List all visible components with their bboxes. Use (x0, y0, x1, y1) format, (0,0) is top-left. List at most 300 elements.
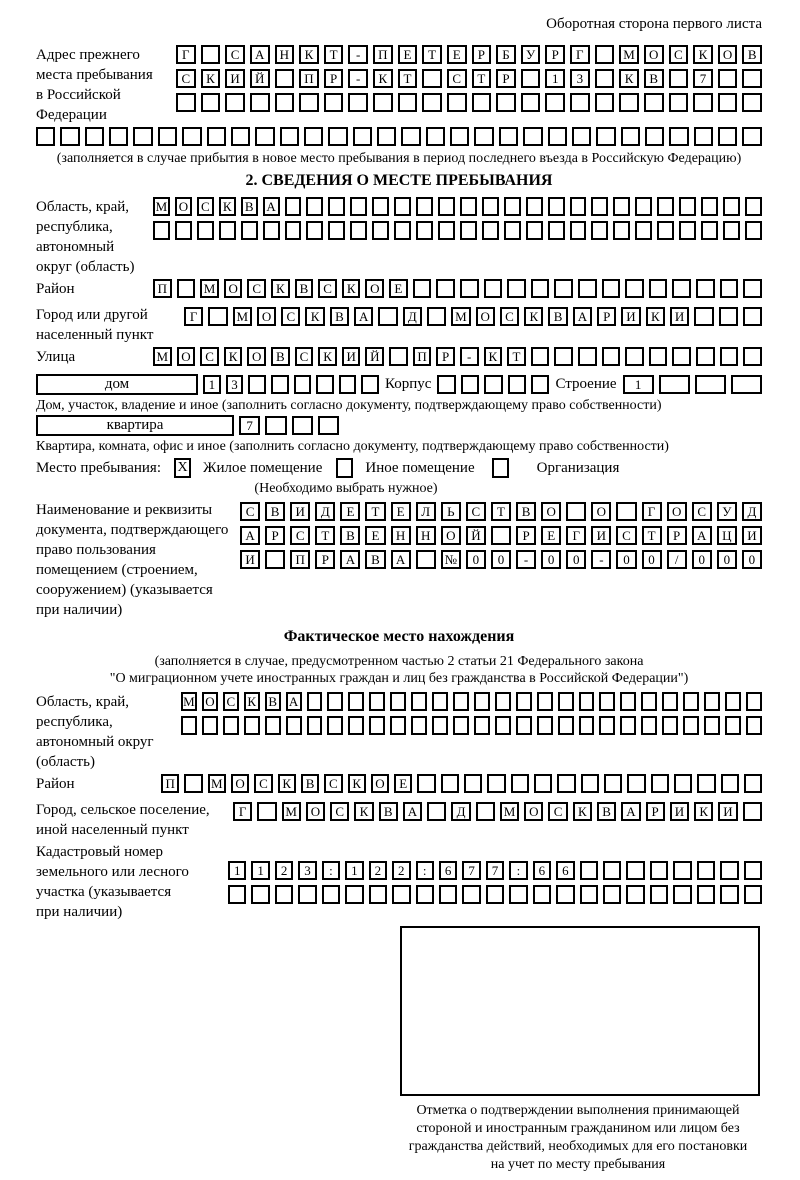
char-box[interactable]: О (257, 307, 276, 326)
char-box[interactable]: Р (436, 347, 455, 366)
char-box[interactable]: / (667, 550, 687, 569)
char-box[interactable] (109, 127, 128, 146)
char-box[interactable]: И (621, 307, 640, 326)
char-box[interactable]: 3 (298, 861, 316, 880)
char-box[interactable]: К (244, 692, 260, 711)
char-box[interactable]: С (281, 307, 300, 326)
char-box[interactable]: А (621, 802, 640, 821)
char-box[interactable]: Г (566, 526, 586, 545)
char-box[interactable]: С (500, 307, 519, 326)
char-box[interactable] (508, 375, 526, 394)
char-box[interactable] (353, 127, 372, 146)
char-box[interactable] (158, 127, 177, 146)
char-box[interactable] (411, 716, 427, 735)
char-box[interactable] (507, 279, 526, 298)
char-box[interactable] (572, 127, 591, 146)
char-box[interactable] (348, 93, 368, 112)
char-box[interactable]: Р (265, 526, 285, 545)
char-box[interactable] (427, 307, 446, 326)
char-box[interactable] (595, 69, 615, 88)
char-box[interactable]: - (348, 45, 368, 64)
char-box[interactable]: М (153, 347, 172, 366)
char-box[interactable] (228, 885, 246, 904)
char-box[interactable] (487, 774, 505, 793)
char-box[interactable]: В (597, 802, 616, 821)
char-box[interactable] (679, 197, 696, 216)
char-box[interactable] (460, 221, 477, 240)
char-box[interactable]: О (541, 502, 561, 521)
char-box[interactable]: Д (742, 502, 762, 521)
char-box[interactable]: Р (516, 526, 536, 545)
char-box[interactable]: 0 (566, 550, 586, 569)
char-box[interactable]: Г (176, 45, 196, 64)
char-box[interactable]: 6 (556, 861, 574, 880)
char-box[interactable] (744, 774, 762, 793)
char-box[interactable]: Д (403, 307, 422, 326)
char-box[interactable] (416, 550, 436, 569)
char-box[interactable] (280, 127, 299, 146)
char-box[interactable] (627, 774, 645, 793)
char-box[interactable] (625, 347, 644, 366)
char-box[interactable]: К (278, 774, 296, 793)
char-box[interactable] (595, 93, 615, 112)
char-box[interactable]: Т (398, 69, 418, 88)
char-box[interactable] (521, 69, 541, 88)
char-box[interactable] (464, 774, 482, 793)
char-box[interactable] (495, 716, 511, 735)
checkbox-dwelling[interactable]: X (174, 458, 191, 478)
char-box[interactable]: С (318, 279, 337, 298)
char-box[interactable] (742, 127, 761, 146)
char-box[interactable]: М (451, 307, 470, 326)
char-box[interactable] (416, 197, 433, 216)
char-box[interactable]: С (176, 69, 196, 88)
char-box[interactable] (578, 347, 597, 366)
char-box[interactable]: О (231, 774, 249, 793)
char-box[interactable] (626, 885, 644, 904)
char-box[interactable]: П (290, 550, 310, 569)
char-box[interactable]: Д (315, 502, 335, 521)
char-box[interactable]: 6 (439, 861, 457, 880)
char-box[interactable]: А (354, 307, 373, 326)
char-box[interactable] (669, 93, 689, 112)
char-box[interactable] (679, 221, 696, 240)
char-box[interactable]: К (219, 197, 236, 216)
char-box[interactable]: С (447, 69, 467, 88)
char-box[interactable] (731, 375, 762, 394)
char-box[interactable] (673, 885, 691, 904)
char-box[interactable]: К (693, 45, 713, 64)
char-box[interactable] (201, 45, 221, 64)
char-box[interactable]: Г (233, 802, 252, 821)
char-box[interactable] (718, 127, 737, 146)
char-box[interactable] (531, 375, 549, 394)
char-box[interactable]: И (670, 802, 689, 821)
char-box[interactable]: Р (315, 550, 335, 569)
char-box[interactable] (659, 375, 690, 394)
char-box[interactable]: 1 (623, 375, 654, 394)
char-box[interactable] (548, 127, 567, 146)
char-box[interactable] (599, 692, 615, 711)
char-box[interactable] (596, 127, 615, 146)
char-box[interactable] (176, 93, 196, 112)
char-box[interactable]: В (330, 307, 349, 326)
char-box[interactable]: О (177, 347, 196, 366)
char-box[interactable]: С (692, 502, 712, 521)
char-box[interactable] (635, 197, 652, 216)
char-box[interactable] (372, 221, 389, 240)
char-box[interactable] (453, 716, 469, 735)
char-box[interactable]: Д (451, 802, 470, 821)
char-box[interactable] (526, 197, 543, 216)
char-box[interactable]: К (524, 307, 543, 326)
char-box[interactable] (701, 221, 718, 240)
char-box[interactable]: 0 (466, 550, 486, 569)
char-box[interactable]: К (271, 279, 290, 298)
char-box[interactable]: Г (642, 502, 662, 521)
char-box[interactable]: : (322, 861, 340, 880)
char-box[interactable]: Е (391, 502, 411, 521)
char-box[interactable] (570, 93, 590, 112)
char-box[interactable]: Т (422, 45, 442, 64)
char-box[interactable] (504, 197, 521, 216)
char-box[interactable] (350, 221, 367, 240)
char-box[interactable]: М (181, 692, 197, 711)
char-box[interactable] (744, 885, 762, 904)
char-box[interactable] (718, 93, 738, 112)
char-box[interactable] (265, 716, 281, 735)
char-box[interactable]: В (644, 69, 664, 88)
char-box[interactable] (390, 716, 406, 735)
char-box[interactable]: Т (365, 502, 385, 521)
char-box[interactable] (669, 69, 689, 88)
char-box[interactable]: М (282, 802, 301, 821)
char-box[interactable] (521, 93, 541, 112)
char-box[interactable] (619, 93, 639, 112)
char-box[interactable] (390, 692, 406, 711)
char-box[interactable]: О (718, 45, 738, 64)
char-box[interactable]: С (295, 347, 314, 366)
char-box[interactable]: Е (394, 774, 412, 793)
char-box[interactable] (427, 802, 446, 821)
char-box[interactable]: 3 (570, 69, 590, 88)
char-box[interactable] (537, 716, 553, 735)
char-box[interactable] (566, 502, 586, 521)
char-box[interactable] (60, 127, 79, 146)
char-box[interactable] (704, 692, 720, 711)
char-box[interactable]: А (340, 550, 360, 569)
char-box[interactable]: О (247, 347, 266, 366)
char-box[interactable]: С (200, 347, 219, 366)
char-box[interactable]: К (646, 307, 665, 326)
char-box[interactable]: И (718, 802, 737, 821)
char-box[interactable]: П (299, 69, 319, 88)
char-box[interactable] (603, 861, 621, 880)
char-box[interactable] (720, 347, 739, 366)
char-box[interactable] (697, 774, 715, 793)
char-box[interactable] (394, 221, 411, 240)
char-box[interactable]: Е (389, 279, 408, 298)
char-box[interactable] (620, 692, 636, 711)
char-box[interactable] (534, 774, 552, 793)
char-box[interactable]: О (371, 774, 389, 793)
char-box[interactable] (548, 221, 565, 240)
char-box[interactable] (723, 221, 740, 240)
char-box[interactable] (432, 692, 448, 711)
char-box[interactable] (441, 774, 459, 793)
char-box[interactable] (437, 375, 455, 394)
char-box[interactable] (223, 716, 239, 735)
char-box[interactable]: С (247, 279, 266, 298)
char-box[interactable]: И (225, 69, 245, 88)
char-box[interactable]: : (416, 861, 434, 880)
char-box[interactable]: Т (507, 347, 526, 366)
char-box[interactable] (482, 221, 499, 240)
char-box[interactable]: Г (570, 45, 590, 64)
char-box[interactable]: О (644, 45, 664, 64)
char-box[interactable]: Р (324, 69, 344, 88)
char-box[interactable] (133, 127, 152, 146)
char-box[interactable] (244, 716, 260, 735)
char-box[interactable] (720, 861, 738, 880)
char-box[interactable] (495, 692, 511, 711)
char-box[interactable] (275, 93, 295, 112)
char-box[interactable] (745, 221, 762, 240)
char-box[interactable]: П (373, 45, 393, 64)
char-box[interactable] (742, 69, 762, 88)
char-box[interactable] (484, 279, 503, 298)
char-box[interactable] (644, 93, 664, 112)
char-box[interactable] (743, 307, 762, 326)
char-box[interactable] (591, 221, 608, 240)
char-box[interactable] (181, 716, 197, 735)
char-box[interactable] (657, 221, 674, 240)
char-box[interactable] (580, 885, 598, 904)
char-box[interactable] (720, 885, 738, 904)
char-box[interactable] (225, 93, 245, 112)
char-box[interactable] (578, 279, 597, 298)
char-box[interactable]: 2 (275, 861, 293, 880)
char-box[interactable] (298, 885, 316, 904)
char-box[interactable]: К (354, 802, 373, 821)
char-box[interactable] (635, 221, 652, 240)
char-box[interactable] (645, 127, 664, 146)
char-box[interactable] (744, 861, 762, 880)
char-box[interactable]: Р (472, 45, 492, 64)
char-box[interactable] (318, 416, 339, 435)
char-box[interactable]: Н (416, 526, 436, 545)
char-box[interactable]: С (223, 692, 239, 711)
char-box[interactable] (697, 885, 715, 904)
char-box[interactable]: И (342, 347, 361, 366)
char-box[interactable] (306, 197, 323, 216)
char-box[interactable] (496, 93, 516, 112)
char-box[interactable] (304, 127, 323, 146)
char-box[interactable] (649, 347, 668, 366)
char-box[interactable]: А (263, 197, 280, 216)
char-box[interactable] (523, 127, 542, 146)
char-box[interactable]: № (441, 550, 461, 569)
char-box[interactable]: К (619, 69, 639, 88)
char-box[interactable] (324, 93, 344, 112)
char-box[interactable] (453, 692, 469, 711)
char-box[interactable] (350, 197, 367, 216)
char-box[interactable]: В (379, 802, 398, 821)
char-box[interactable] (537, 692, 553, 711)
char-box[interactable] (306, 221, 323, 240)
char-box[interactable] (208, 307, 227, 326)
char-box[interactable]: К (299, 45, 319, 64)
char-box[interactable] (625, 279, 644, 298)
char-box[interactable]: В (265, 692, 281, 711)
char-box[interactable]: Б (496, 45, 516, 64)
char-box[interactable] (422, 93, 442, 112)
char-box[interactable] (474, 716, 490, 735)
char-box[interactable] (531, 347, 550, 366)
char-box[interactable] (294, 375, 312, 394)
char-box[interactable]: Н (391, 526, 411, 545)
char-box[interactable] (299, 93, 319, 112)
char-box[interactable]: К (573, 802, 592, 821)
char-box[interactable]: Т (491, 502, 511, 521)
char-box[interactable] (742, 93, 762, 112)
char-box[interactable] (182, 127, 201, 146)
char-box[interactable]: П (413, 347, 432, 366)
char-box[interactable]: В (742, 45, 762, 64)
char-box[interactable] (672, 279, 691, 298)
char-box[interactable] (486, 885, 504, 904)
char-box[interactable]: В (301, 774, 319, 793)
char-box[interactable] (672, 347, 691, 366)
char-box[interactable] (328, 127, 347, 146)
char-box[interactable] (175, 221, 192, 240)
char-box[interactable] (436, 279, 455, 298)
char-box[interactable] (683, 716, 699, 735)
char-box[interactable] (720, 279, 739, 298)
char-box[interactable] (697, 861, 715, 880)
char-box[interactable]: К (342, 279, 361, 298)
char-box[interactable]: М (153, 197, 170, 216)
char-box[interactable]: К (694, 802, 713, 821)
char-box[interactable]: Т (324, 45, 344, 64)
char-box[interactable] (201, 93, 221, 112)
char-box[interactable] (746, 716, 762, 735)
checkbox-other-premises[interactable] (336, 458, 353, 478)
char-box[interactable]: О (224, 279, 243, 298)
checkbox-organization[interactable] (492, 458, 509, 478)
char-box[interactable]: 0 (717, 550, 737, 569)
char-box[interactable]: С (669, 45, 689, 64)
char-box[interactable] (372, 197, 389, 216)
char-box[interactable] (604, 774, 622, 793)
char-box[interactable] (613, 221, 630, 240)
char-box[interactable]: С (548, 802, 567, 821)
char-box[interactable]: 7 (693, 69, 713, 88)
char-box[interactable] (650, 861, 668, 880)
char-box[interactable] (339, 375, 357, 394)
char-box[interactable] (263, 221, 280, 240)
char-box[interactable] (511, 774, 529, 793)
char-box[interactable]: И (290, 502, 310, 521)
char-box[interactable]: Р (646, 802, 665, 821)
char-box[interactable]: В (265, 502, 285, 521)
char-box[interactable] (392, 885, 410, 904)
char-box[interactable] (545, 93, 565, 112)
char-box[interactable]: 0 (642, 550, 662, 569)
char-box[interactable] (526, 221, 543, 240)
char-box[interactable] (745, 197, 762, 216)
char-box[interactable] (701, 197, 718, 216)
char-box[interactable] (328, 197, 345, 216)
char-box[interactable]: 0 (742, 550, 762, 569)
char-box[interactable] (620, 716, 636, 735)
char-box[interactable]: Т (642, 526, 662, 545)
char-box[interactable]: О (175, 197, 192, 216)
char-box[interactable] (650, 885, 668, 904)
char-box[interactable] (285, 221, 302, 240)
char-box[interactable] (153, 221, 170, 240)
char-box[interactable]: М (619, 45, 639, 64)
char-box[interactable] (322, 885, 340, 904)
char-box[interactable] (286, 716, 302, 735)
char-box[interactable] (411, 692, 427, 711)
char-box[interactable] (255, 127, 274, 146)
char-box[interactable] (533, 885, 551, 904)
char-box[interactable]: - (348, 69, 368, 88)
char-box[interactable] (556, 885, 574, 904)
char-box[interactable]: Г (184, 307, 203, 326)
char-box[interactable]: О (365, 279, 384, 298)
char-box[interactable] (718, 69, 738, 88)
char-box[interactable] (248, 375, 266, 394)
char-box[interactable] (398, 93, 418, 112)
char-box[interactable]: С (197, 197, 214, 216)
char-box[interactable]: А (240, 526, 260, 545)
char-box[interactable]: С (290, 526, 310, 545)
char-box[interactable]: О (591, 502, 611, 521)
char-box[interactable] (413, 279, 432, 298)
char-box[interactable] (438, 221, 455, 240)
char-box[interactable] (743, 802, 762, 821)
char-box[interactable]: С (254, 774, 272, 793)
char-box[interactable]: 1 (251, 861, 269, 880)
char-box[interactable] (202, 716, 218, 735)
char-box[interactable] (482, 197, 499, 216)
char-box[interactable] (548, 197, 565, 216)
char-box[interactable] (422, 69, 442, 88)
char-box[interactable]: А (573, 307, 592, 326)
char-box[interactable]: 0 (692, 550, 712, 569)
char-box[interactable]: И (591, 526, 611, 545)
char-box[interactable] (439, 885, 457, 904)
char-box[interactable] (369, 716, 385, 735)
char-box[interactable] (669, 127, 688, 146)
char-box[interactable] (696, 279, 715, 298)
char-box[interactable] (416, 885, 434, 904)
char-box[interactable] (401, 127, 420, 146)
char-box[interactable]: С (616, 526, 636, 545)
char-box[interactable]: У (521, 45, 541, 64)
char-box[interactable] (599, 716, 615, 735)
char-box[interactable] (602, 279, 621, 298)
char-box[interactable] (557, 774, 575, 793)
char-box[interactable]: К (318, 347, 337, 366)
char-box[interactable]: Й (466, 526, 486, 545)
char-box[interactable]: Н (275, 45, 295, 64)
char-box[interactable]: А (286, 692, 302, 711)
char-box[interactable] (369, 885, 387, 904)
char-box[interactable] (275, 885, 293, 904)
